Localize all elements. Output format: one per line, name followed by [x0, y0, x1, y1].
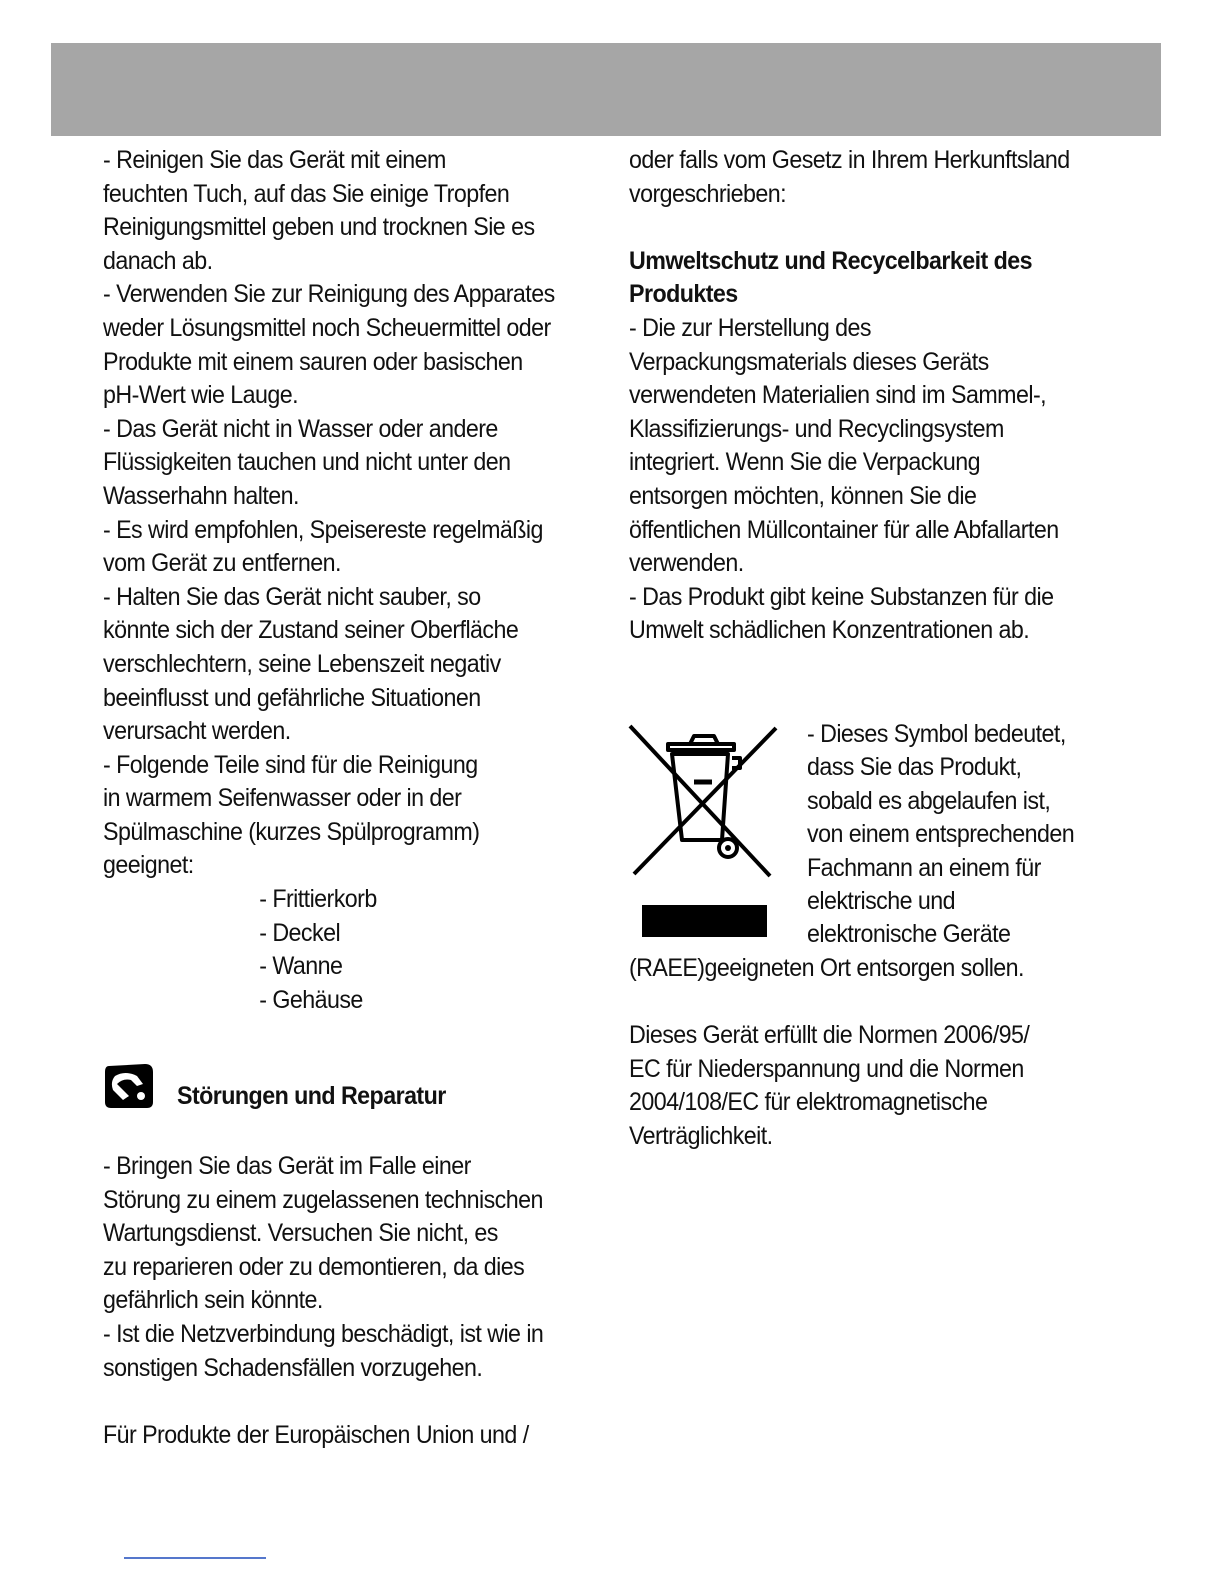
text-line: beeinflusst und gefährliche Situationen — [103, 683, 481, 712]
text-line: Flüssigkeiten tauchen und nicht unter den — [103, 448, 511, 477]
weee-description — [807, 718, 1114, 952]
text-line: - Dieses Symbol bedeutet, — [807, 720, 1066, 748]
text-line: Spülmaschine (kurzes Spülprogramm) — [103, 817, 480, 846]
text-line: Klassifizierungs- und Recyclingsystem — [629, 414, 1004, 443]
environment-heading: Umweltschutz und Recycelbarkeit des — [629, 246, 1032, 275]
text-line: vom Gerät zu entfernen. — [103, 549, 341, 578]
text-line: - Folgende Teile sind für die Reinigung — [103, 750, 478, 779]
text-line: Verpackungsmaterials dieses Geräts — [629, 347, 989, 376]
text-line: verursacht werden. — [103, 717, 291, 746]
text-line: sonstigen Schadensfällen vorzugehen. — [103, 1353, 483, 1382]
text-line: - Die zur Herstellung des — [629, 313, 871, 342]
list-item: - Frittierkorb — [259, 885, 377, 914]
text-line: - Halten Sie das Gerät nicht sauber, so — [103, 582, 481, 611]
weee-continuation-and-norms — [629, 952, 1103, 1154]
text-line: Störung zu einem zugelassenen technischen — [103, 1185, 543, 1214]
text-line: Produkte mit einem sauren oder basischen — [103, 347, 523, 376]
parts-list — [103, 883, 577, 1017]
crossed-out-wheelie-bin-icon — [628, 724, 780, 880]
text-line: dass Sie das Produkt, — [807, 753, 1022, 782]
text-line: Reinigungsmittel geben und trocknen Sie es — [103, 213, 535, 242]
text-line: verschlechtern, seine Lebenszeit negativ — [103, 649, 501, 678]
text-line: zu reparieren oder zu demontieren, da dies — [103, 1252, 525, 1281]
text-line: vorgeschrieben: — [629, 179, 787, 208]
list-item: - Deckel — [259, 918, 341, 947]
text-line: öffentlichen Müllcontainer für alle Abfallarten — [629, 515, 1059, 544]
text-line: feuchten Tuch, auf das Sie einige Tropfen — [103, 179, 510, 208]
repair-tool-icon — [103, 1062, 155, 1110]
text-line: Wartungsdienst. Versuchen Sie nicht, es — [103, 1219, 498, 1248]
text-line: elektronische Geräte — [807, 920, 1011, 949]
text-line: - Es wird empfohlen, Speisereste regelmäßig — [103, 515, 543, 544]
text-line: weder Lösungsmittel noch Scheuermittel oder — [103, 313, 551, 342]
cleaning-instructions — [103, 144, 577, 883]
left-column — [103, 144, 577, 1017]
text-line: von einem entsprechenden — [807, 820, 1075, 849]
list-item: - Gehäuse — [259, 985, 363, 1014]
text-line: - Verwenden Sie zur Reinigung des Apparates — [103, 280, 555, 309]
text-line: oder falls vom Gesetz in Ihrem Herkunftsland — [629, 146, 1070, 174]
text-line: - Reinigen Sie das Gerät mit einem — [103, 146, 446, 174]
text-line: könnte sich der Zustand seiner Oberfläche — [103, 616, 519, 645]
text-line: - Das Gerät nicht in Wasser oder andere — [103, 414, 498, 443]
repair-instructions — [103, 1150, 577, 1452]
text-line: (RAEE)geeigneten Ort entsorgen sollen. — [629, 954, 1024, 982]
text-line: pH-Wert wie Lauge. — [103, 381, 298, 410]
text-line: - Das Produkt gibt keine Substanzen für die — [629, 582, 1054, 611]
text-line: gefährlich sein könnte. — [103, 1286, 323, 1315]
text-line: - Bringen Sie das Gerät im Falle einer — [103, 1152, 471, 1180]
norms-line: 2004/108/EC für elektromagnetische — [629, 1088, 988, 1117]
eu-text-line: Für Produkte der Europäischen Union und / — [103, 1420, 529, 1449]
text-line: Fachmann an einem für — [807, 853, 1041, 882]
environment-heading: Produktes — [629, 280, 738, 309]
text-line: verwenden. — [629, 549, 744, 578]
text-line: - Ist die Netzverbindung beschädigt, ist wie in — [103, 1319, 544, 1348]
norms-line: Dieses Gerät erfüllt die Normen 2006/95/ — [629, 1021, 1030, 1050]
text-line: entsorgen möchten, können Sie die — [629, 481, 977, 510]
text-line: verwendeten Materialien sind im Sammel-, — [629, 381, 1047, 410]
right-column — [629, 144, 1103, 648]
text-line: danach ab. — [103, 246, 213, 275]
page-header-bar — [51, 43, 1161, 136]
text-line: elektrische und — [807, 887, 956, 916]
text-line: Umwelt schädlichen Konzentrationen ab. — [629, 616, 1030, 645]
text-line: integriert. Wenn Sie die Verpackung — [629, 448, 980, 477]
norms-line: EC für Niederspannung und die Normen — [629, 1054, 1024, 1083]
weee-black-bar — [642, 905, 767, 937]
text-line: sobald es abgelaufen ist, — [807, 786, 1051, 815]
repair-heading: Störungen und Reparatur — [177, 1082, 446, 1110]
norms-line: Verträglichkeit. — [629, 1121, 773, 1150]
text-line: in warmem Seifenwasser oder in der — [103, 784, 462, 813]
footer-rule — [124, 1557, 266, 1559]
list-item: - Wanne — [259, 952, 343, 981]
text-line: geeignet: — [103, 851, 194, 880]
text-line: Wasserhahn halten. — [103, 481, 299, 510]
